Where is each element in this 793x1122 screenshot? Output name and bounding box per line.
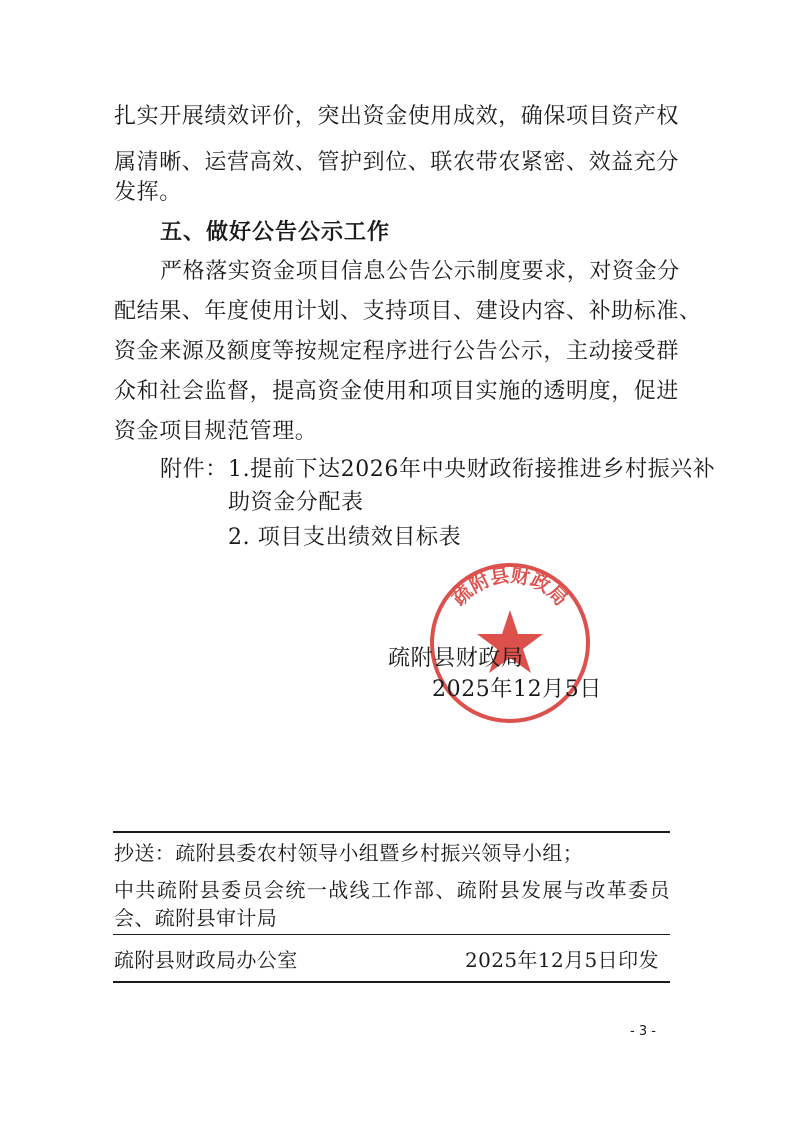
attachment-item: 助资金分配表 bbox=[228, 490, 364, 515]
paragraph-line: 发挥。 bbox=[114, 180, 182, 205]
attachments-label: 附件： bbox=[160, 457, 228, 482]
footer-rule-top bbox=[113, 831, 670, 833]
paragraph-line: 扎实开展绩效评价，突出资金使用成效，确保项目资产权 bbox=[114, 104, 680, 129]
footer-rule-bottom bbox=[113, 981, 670, 983]
paragraph-line: 配结果、年度使用计划、支持项目、建设内容、补助标准、 bbox=[114, 299, 702, 324]
cc-line: 会、疏附县审计局 bbox=[114, 906, 278, 930]
issue-date: 2025年12月5日印发 bbox=[465, 948, 659, 972]
paragraph-line: 严格落实资金项目信息公告公示制度要求，对资金分 bbox=[160, 259, 680, 284]
paragraph-line: 资金来源及额度等按规定程序进行公告公示，主动接受群 bbox=[114, 339, 680, 364]
cc-line: 抄送：疏附县委农村领导小组暨乡村振兴领导小组； bbox=[114, 841, 584, 865]
attachment-item: 2. 项目支出绩效目标表 bbox=[228, 525, 462, 550]
section-heading: 五、做好公告公示工作 bbox=[160, 220, 391, 245]
cc-line: 中共疏附县委员会统一战线工作部、疏附县发展与改革委员 bbox=[114, 878, 670, 902]
page-number: - 3 - bbox=[630, 1024, 656, 1039]
seal-text: 疏附县财政局 bbox=[448, 564, 572, 611]
attachment-item: 1.提前下达2026年中央财政衔接推进乡村振兴补 bbox=[228, 457, 716, 482]
paragraph-line: 属清晰、运营高效、管护到位、联农带农紧密、效益充分 bbox=[114, 150, 680, 175]
paragraph-line: 众和社会监督，提高资金使用和项目实施的透明度，促进 bbox=[114, 379, 680, 404]
issuer-office: 疏附县财政局办公室 bbox=[114, 948, 298, 972]
signature-org: 疏附县财政局 bbox=[388, 646, 524, 671]
signature-date: 2025年12月5日 bbox=[432, 677, 602, 702]
footer-rule-middle bbox=[113, 934, 670, 935]
paragraph-line: 资金项目规范管理。 bbox=[114, 419, 318, 444]
